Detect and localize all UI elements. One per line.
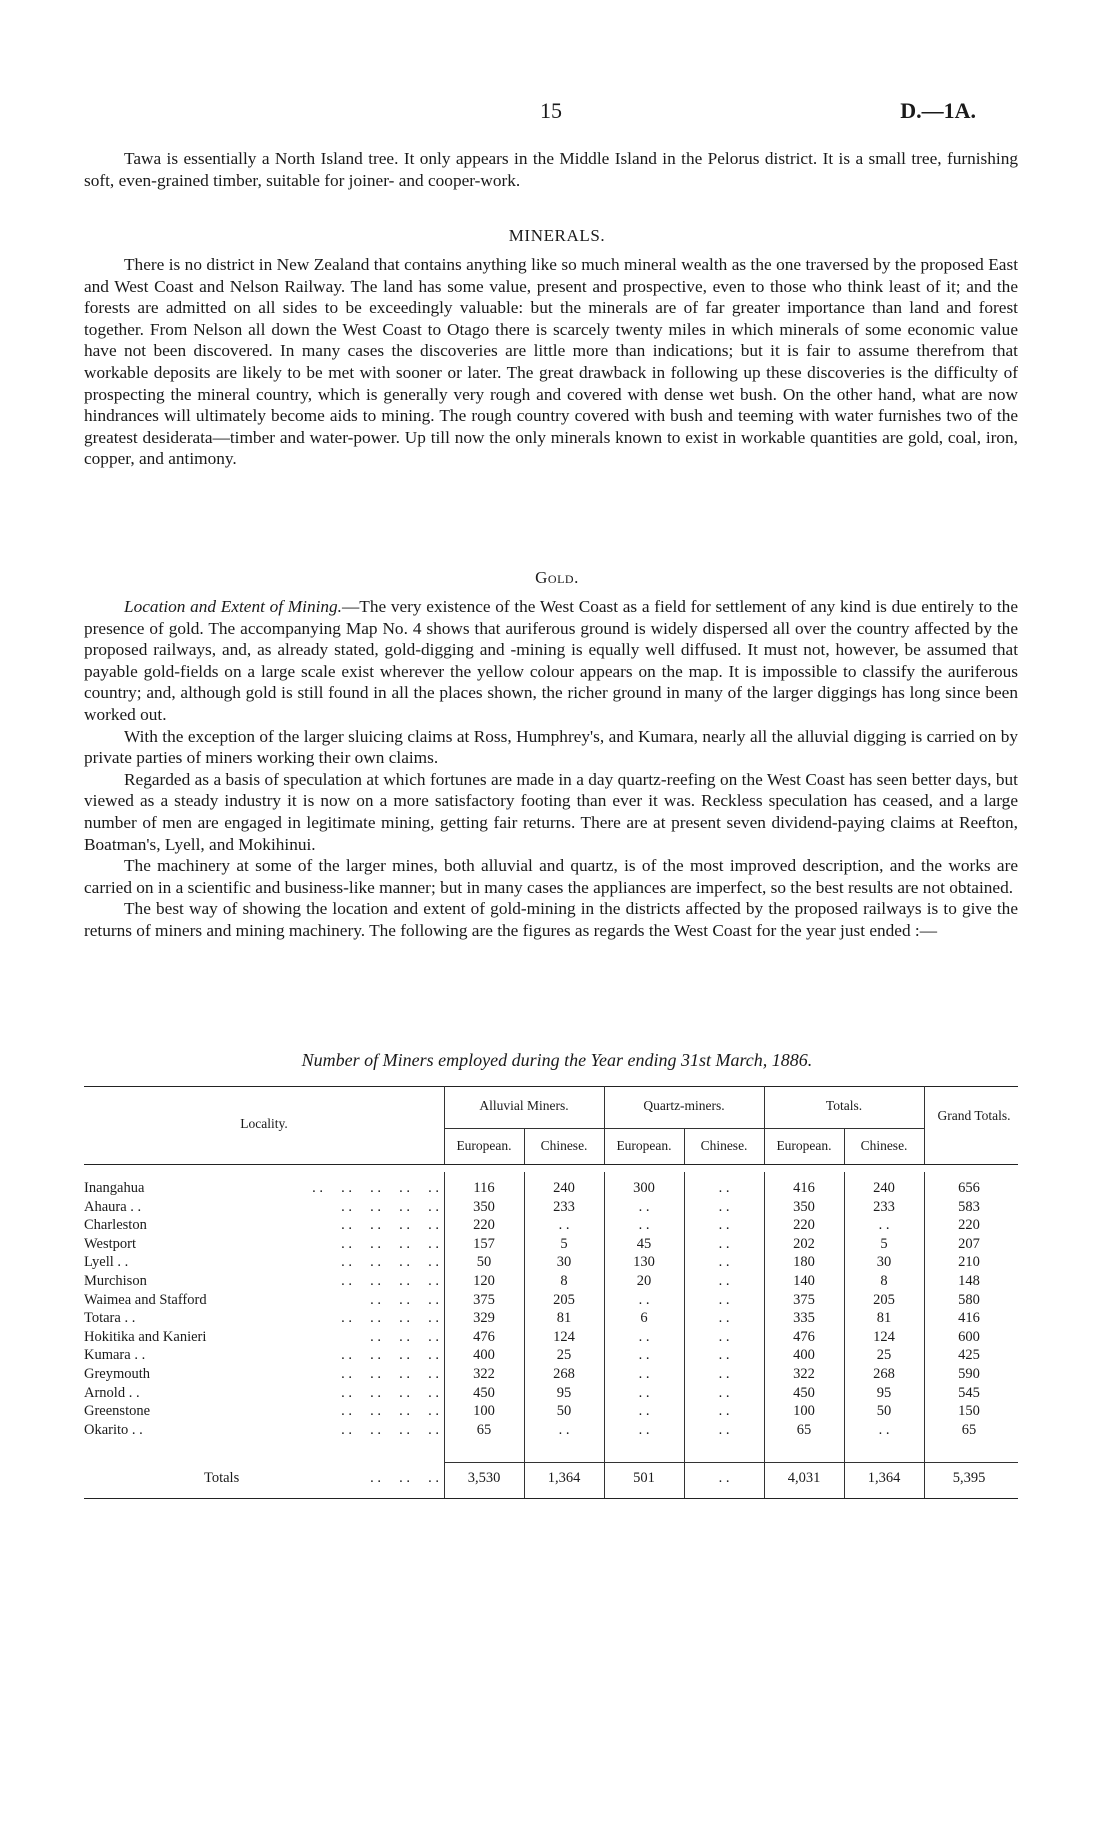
cell-totals-chinese: 124 — [873, 1328, 895, 1345]
cell-quartz-european: . . — [638, 1384, 650, 1401]
cell-totals-european: 180 — [793, 1254, 815, 1271]
header-locality: Locality. — [240, 1116, 288, 1131]
cell-totals-european: 476 — [793, 1328, 815, 1345]
cell-quartz-european: 20 — [636, 1273, 652, 1289]
leader-dots: . . . . . . — [370, 1328, 439, 1345]
header-totals-european: European. — [776, 1138, 832, 1153]
leader-dots: . . . . . . . . . . — [312, 1180, 439, 1196]
header-alluvial-european: European. — [456, 1138, 512, 1153]
header-quartz-european: European. — [616, 1138, 672, 1153]
leader-dots: . . . . . . . . — [341, 1198, 439, 1215]
cell-alluvial-chinese: 30 — [556, 1254, 572, 1271]
totals-rule — [444, 1462, 1018, 1463]
cell-quartz-chinese: . . — [718, 1403, 730, 1420]
cell-alluvial-european: 65 — [476, 1421, 492, 1438]
header-alluvial-miners: Alluvial Miners. — [479, 1098, 569, 1113]
cell-alluvial-european: 400 — [473, 1347, 495, 1364]
total-cell-totals-chinese: 1,364 — [867, 1470, 901, 1486]
total-cell-grand-total: 5,395 — [952, 1470, 986, 1486]
cell-alluvial-chinese: 205 — [553, 1291, 575, 1308]
cell-alluvial-european: 350 — [473, 1198, 495, 1215]
gold-paragraph-machinery: The machinery at some of the larger mines, both alluvial and quartz, is of the most improved description, and the works are carried on in a scientific and business-like manner; but in many cases the appliances are imperfect, so the best results are not obtained. — [84, 856, 1018, 897]
cell-locality: Totara . . — [84, 1310, 136, 1327]
cell-alluvial-european: 450 — [473, 1384, 495, 1401]
total-cell-totals-european: 4,031 — [787, 1470, 821, 1486]
table-caption: Number of Miners employed during the Year ending 31st March, 1886. — [301, 1050, 813, 1070]
cell-totals-chinese: 81 — [876, 1310, 892, 1327]
gold-paragraph-quartz-reefing: Regarded as a basis of speculation at which fortunes are made in a day quartz-reefing on the West Coast has seen better days, but viewed as a steady industry it is now on a more satisfactory footing than ever it was. Reckless speculation has ceased, and a large number of men are engaged in legitimate mining, getting fair returns. There are at present seven dividend-paying claims at Reefton, Boatman's, Lyell, and Mokihinui. — [84, 769, 1018, 854]
gold-heading: Gold. — [535, 568, 579, 587]
header-subrule — [444, 1128, 924, 1129]
cell-quartz-european: . . — [638, 1291, 650, 1308]
header-quartz-chinese: Chinese. — [700, 1138, 748, 1153]
cell-quartz-chinese: . . — [718, 1310, 730, 1327]
intro-paragraph: Tawa is essentially a North Island tree. It only appears in the Middle Island in the Pelorus district. It is a small tree, furnishing soft, even-grained timber, suitable for joiner- and cooper-work. — [84, 149, 1018, 190]
document-reference: D.—1A. — [900, 98, 976, 123]
cell-locality: Waimea and Stafford — [84, 1291, 207, 1308]
cell-alluvial-chinese: 268 — [553, 1366, 575, 1382]
cell-totals-chinese: 205 — [873, 1291, 895, 1308]
cell-totals-european: 202 — [793, 1235, 815, 1252]
cell-quartz-european: . . — [638, 1347, 650, 1364]
cell-grand-total: 148 — [958, 1273, 980, 1289]
cell-totals-chinese: 95 — [876, 1384, 892, 1401]
cell-alluvial-european: 157 — [473, 1235, 495, 1252]
cell-totals-chinese: 240 — [873, 1180, 895, 1196]
cell-grand-total: 580 — [958, 1291, 980, 1308]
cell-alluvial-chinese: 8 — [560, 1273, 568, 1289]
cell-locality: Arnold . . — [84, 1384, 140, 1401]
cell-locality: Inangahua — [84, 1180, 145, 1196]
cell-alluvial-european: 375 — [473, 1291, 495, 1308]
cell-locality: Hokitika and Kanieri — [84, 1328, 207, 1345]
leader-dots: . . . . . . — [370, 1291, 439, 1308]
cell-alluvial-european: 476 — [473, 1328, 495, 1345]
cell-grand-total: 656 — [958, 1180, 980, 1196]
cell-quartz-chinese: . . — [718, 1198, 730, 1215]
table-top-rule — [84, 1086, 1018, 1087]
cell-locality: Okarito . . — [84, 1421, 143, 1438]
cell-alluvial-chinese: 25 — [556, 1347, 572, 1364]
cell-quartz-chinese: . . — [718, 1366, 730, 1382]
cell-locality: Westport — [84, 1235, 136, 1252]
cell-totals-european: 400 — [793, 1347, 815, 1364]
cell-locality: Ahaura . . — [84, 1198, 142, 1215]
cell-locality: Kumara . . — [84, 1347, 146, 1364]
totals-label: Totals — [204, 1470, 240, 1486]
cell-quartz-european: . . — [638, 1403, 650, 1420]
cell-alluvial-chinese: 233 — [553, 1198, 575, 1215]
leader-dots: . . . . . . — [370, 1470, 439, 1486]
table-bottom-rule — [84, 1498, 1018, 1499]
header-alluvial-chinese: Chinese. — [540, 1138, 588, 1153]
header-totals-chinese: Chinese. — [860, 1138, 908, 1153]
total-cell-alluvial-chinese: 1,364 — [547, 1470, 581, 1486]
gold-paragraph-returns: The best way of showing the location and extent of gold-mining in the districts affected by the proposed railways is to give the returns of miners and mining machinery. The following are the figures as regards the West Coast for the year just ended :— — [84, 899, 1018, 940]
leader-dots: . . . . . . . . — [341, 1217, 439, 1234]
cell-alluvial-european: 116 — [473, 1180, 495, 1196]
cell-totals-european: 375 — [793, 1291, 815, 1308]
cell-quartz-chinese: . . — [718, 1217, 730, 1234]
cell-alluvial-european: 120 — [473, 1273, 495, 1289]
cell-grand-total: 590 — [958, 1366, 980, 1382]
cell-alluvial-chinese: . . — [558, 1421, 570, 1438]
cell-quartz-european: . . — [638, 1366, 650, 1382]
leader-dots: . . . . . . . . — [341, 1254, 439, 1271]
cell-quartz-chinese: . . — [718, 1291, 730, 1308]
cell-totals-chinese: 268 — [873, 1366, 895, 1382]
intro-paragraph-block — [84, 148, 1018, 191]
cell-locality: Greenstone — [84, 1403, 151, 1420]
cell-quartz-chinese: . . — [718, 1328, 730, 1345]
header-grand-totals: Grand Totals. — [937, 1108, 1011, 1123]
cell-quartz-european: . . — [638, 1217, 650, 1234]
cell-locality: Greymouth — [84, 1366, 151, 1382]
header-totals: Totals. — [825, 1098, 863, 1113]
table-header-rule — [84, 1164, 1018, 1165]
cell-grand-total: 425 — [958, 1347, 980, 1364]
minerals-section — [84, 254, 1018, 470]
cell-totals-european: 335 — [793, 1310, 815, 1327]
cell-alluvial-european: 220 — [473, 1217, 495, 1234]
cell-grand-total: 207 — [958, 1235, 980, 1252]
cell-grand-total: 65 — [961, 1421, 977, 1438]
cell-totals-chinese: 5 — [880, 1235, 888, 1252]
leader-dots: . . . . . . . . — [341, 1347, 439, 1364]
leader-dots: . . . . . . . . — [341, 1366, 439, 1382]
cell-quartz-chinese: . . — [718, 1384, 730, 1401]
cell-alluvial-european: 322 — [473, 1366, 495, 1382]
cell-quartz-european: . . — [638, 1328, 650, 1345]
cell-quartz-chinese: . . — [718, 1254, 730, 1271]
minerals-paragraph: There is no district in New Zealand that contains anything like so much mineral wealth as the one traversed by the proposed East and West Coast and Nelson Railway. The land has some value, present and prospective, even to those who think least of it; and the forests are admitted on all sides to be exceedingly valuable: but the minerals are of far greater importance than land and forest together. From Nelson all down the West Coast to Otago there is scarcely twenty miles in which minerals of some economic value have not been discovered. In many cases the discoveries are little more than indications; but it is fair to assume therefrom that workable deposits are likely to be met with sooner or later. The great drawback in following up these discoveries is the difficulty of prospecting the mineral country, which is generally very rough and covered with dense wet bush. On the other hand, what are now hindrances will ultimately become aids to mining. The rough country covered with bush and teeming with water furnishes two of the greatest desiderata—timber and water-power. Up till now the only minerals known to exist in workable quantities are gold, coal, iron, copper, and antimony. — [84, 255, 1018, 469]
cell-alluvial-chinese: 81 — [556, 1310, 572, 1327]
cell-totals-european: 140 — [793, 1273, 815, 1289]
cell-totals-chinese: 8 — [880, 1273, 888, 1289]
cell-alluvial-chinese: 50 — [556, 1403, 572, 1420]
cell-totals-chinese: . . — [878, 1421, 890, 1438]
cell-totals-european: 450 — [793, 1384, 815, 1401]
cell-totals-chinese: 50 — [876, 1403, 892, 1420]
total-cell-quartz-european: 501 — [633, 1470, 655, 1486]
header-quartz-miners: Quartz-miners. — [643, 1098, 725, 1113]
body-divider — [924, 1172, 925, 1498]
total-cell-quartz-chinese: . . — [718, 1470, 730, 1486]
cell-quartz-european: 6 — [640, 1310, 648, 1327]
cell-alluvial-european: 100 — [473, 1403, 495, 1420]
gold-paragraph-lead: Location and Extent of Mining. — [124, 597, 343, 616]
cell-quartz-chinese: . . — [718, 1347, 730, 1364]
cell-grand-total: 583 — [958, 1198, 980, 1215]
cell-alluvial-chinese: 240 — [553, 1180, 575, 1196]
cell-totals-european: 100 — [793, 1403, 815, 1420]
gold-paragraph-location — [84, 596, 1018, 726]
gold-paragraph-location-body: —The very existence of the West Coast as a field for settlement of any kind is due entirely to the presence of gold. The accompanying Map No. 4 shows that auriferous ground is widely dispersed all over the country affected by the proposed railways, and, as already stated, gold-digging and -mining is equally well diffused. It must not, however, be assumed that payable gold-fields on a large scale exist wherever the yellow colour appears on the map. It is impossible to classify the auriferous country; and, although gold is still found in all the places shown, the richer ground in many of the larger diggings has long since been worked out. — [84, 597, 1018, 724]
cell-grand-total: 545 — [958, 1384, 980, 1401]
cell-totals-chinese: 25 — [876, 1347, 892, 1364]
cell-quartz-european: . . — [638, 1198, 650, 1215]
leader-dots: . . . . . . . . — [341, 1273, 439, 1289]
header-divider — [924, 1086, 925, 1164]
cell-alluvial-chinese: . . — [558, 1217, 570, 1234]
cell-alluvial-chinese: 5 — [560, 1235, 568, 1252]
cell-quartz-chinese: . . — [718, 1273, 730, 1289]
cell-grand-total: 220 — [958, 1217, 980, 1234]
cell-totals-european: 416 — [793, 1180, 815, 1196]
cell-quartz-european: . . — [638, 1421, 650, 1438]
cell-quartz-chinese: . . — [718, 1180, 730, 1196]
cell-quartz-european: 300 — [633, 1180, 655, 1196]
cell-grand-total: 210 — [958, 1254, 980, 1271]
cell-alluvial-european: 329 — [473, 1310, 495, 1327]
cell-quartz-european: 130 — [633, 1254, 655, 1271]
leader-dots: . . . . . . . . — [341, 1403, 439, 1420]
cell-locality: Murchison — [84, 1273, 147, 1289]
cell-alluvial-chinese: 95 — [556, 1384, 572, 1401]
cell-totals-chinese: 233 — [873, 1198, 895, 1215]
cell-totals-european: 65 — [796, 1421, 812, 1438]
cell-quartz-european: 45 — [636, 1235, 652, 1252]
leader-dots: . . . . . . . . — [341, 1235, 439, 1252]
total-cell-alluvial-european: 3,530 — [467, 1470, 501, 1486]
cell-locality: Lyell . . — [84, 1254, 129, 1271]
cell-grand-total: 150 — [958, 1403, 980, 1420]
cell-totals-european: 350 — [793, 1198, 815, 1215]
gold-paragraph-sluicing: With the exception of the larger sluicing claims at Ross, Humphrey's, and Kumara, nearly all the alluvial digging is carried on by private parties of miners working their own claims. — [84, 726, 1018, 768]
cell-quartz-chinese: . . — [718, 1421, 730, 1438]
cell-totals-european: 322 — [793, 1366, 815, 1382]
cell-totals-chinese: 30 — [876, 1254, 892, 1271]
cell-quartz-chinese: . . — [718, 1235, 730, 1252]
cell-locality: Charleston — [84, 1217, 147, 1234]
cell-totals-european: 220 — [793, 1217, 815, 1234]
cell-grand-total: 416 — [958, 1310, 980, 1327]
cell-alluvial-chinese: 124 — [553, 1328, 575, 1345]
minerals-heading: MINERALS. — [508, 226, 606, 245]
leader-dots: . . . . . . . . — [341, 1384, 439, 1401]
cell-alluvial-european: 50 — [476, 1254, 492, 1271]
page-number: 15 — [540, 98, 562, 123]
cell-totals-chinese: . . — [878, 1217, 890, 1234]
gold-section — [84, 596, 1018, 942]
leader-dots: . . . . . . . . — [341, 1310, 439, 1327]
leader-dots: . . . . . . . . — [341, 1421, 439, 1438]
cell-grand-total: 600 — [958, 1328, 980, 1345]
